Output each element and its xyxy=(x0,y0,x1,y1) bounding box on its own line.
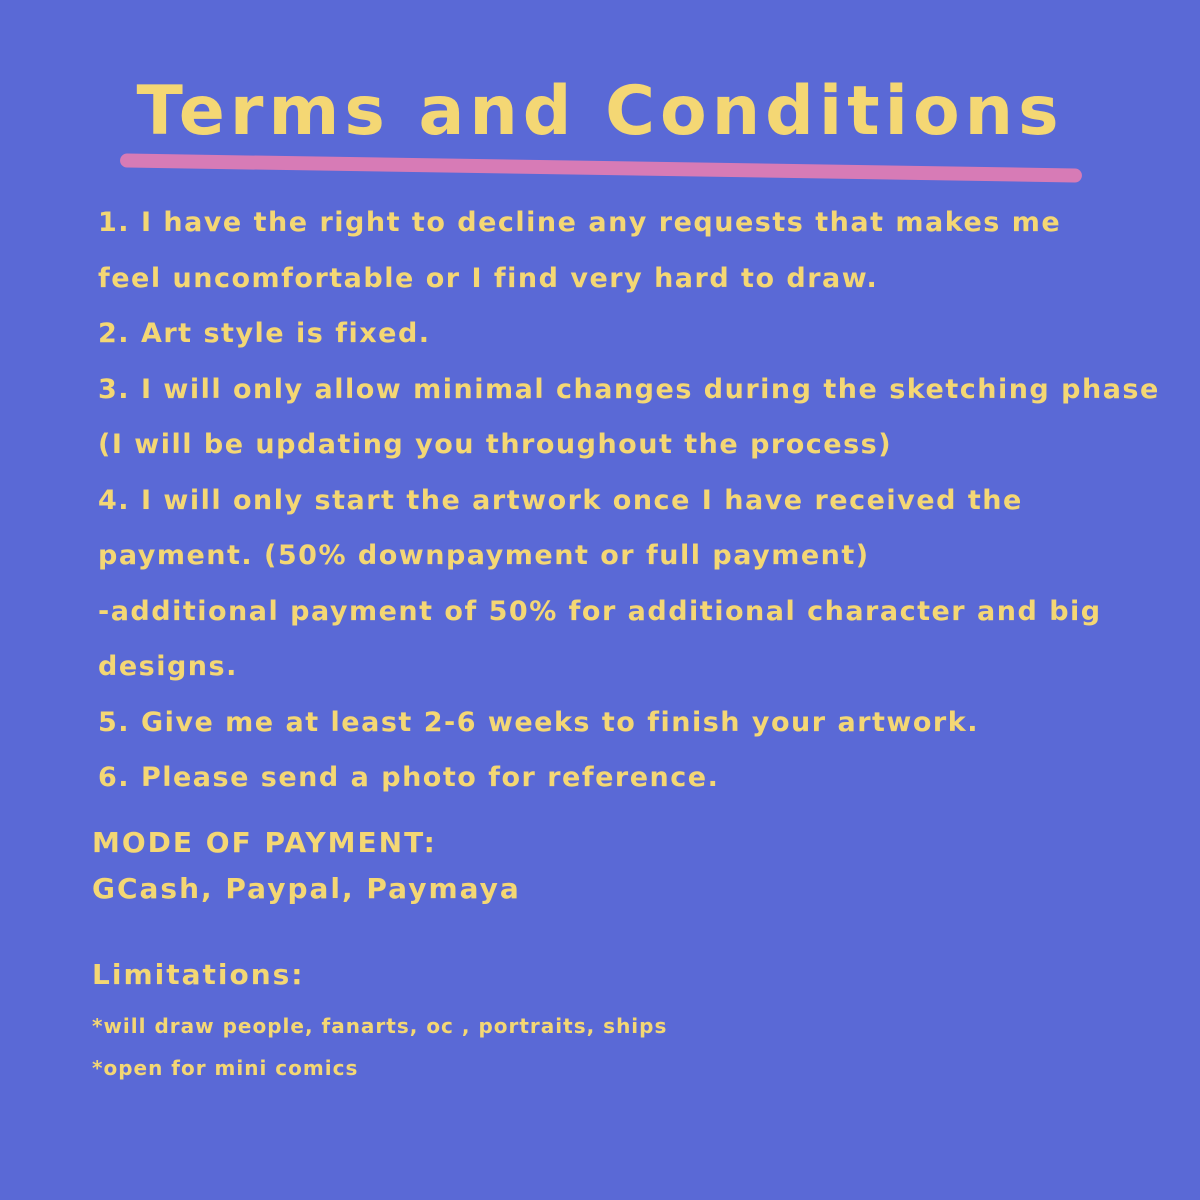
limitation-item: *open for mini comics xyxy=(92,1056,359,1080)
term-line: 3. I will only allow minimal changes during the sketching phase xyxy=(98,373,1160,405)
limitation-item: *will draw people, fanarts, oc , portraits, ships xyxy=(92,1014,668,1038)
page-title: Terms and Conditions xyxy=(136,72,1064,151)
payment-heading: MODE OF PAYMENT: xyxy=(92,826,437,859)
term-line: -additional payment of 50% for additional character and big xyxy=(98,595,1102,627)
limitations-heading: Limitations: xyxy=(92,958,305,991)
term-line: 1. I have the right to decline any requests that makes me xyxy=(98,207,1062,238)
term-line: (I will be updating you throughout the process) xyxy=(98,429,893,460)
term-line: 4. I will only start the artwork once I have received the xyxy=(98,484,1023,516)
term-line: payment. (50% downpayment or full payment) xyxy=(98,540,870,571)
term-line: 5. Give me at least 2-6 weeks to finish your artwork. xyxy=(98,706,979,738)
terms-list xyxy=(98,195,1160,806)
term-line: 6. Please send a photo for reference. xyxy=(98,762,720,793)
title-underline xyxy=(120,153,1082,182)
term-line: 2. Art style is fixed. xyxy=(98,318,431,349)
term-line: feel uncomfortable or I find very hard to draw. xyxy=(98,262,879,294)
payment-methods: GCash, Paypal, Paymaya xyxy=(92,872,521,905)
term-line: designs. xyxy=(98,651,238,682)
